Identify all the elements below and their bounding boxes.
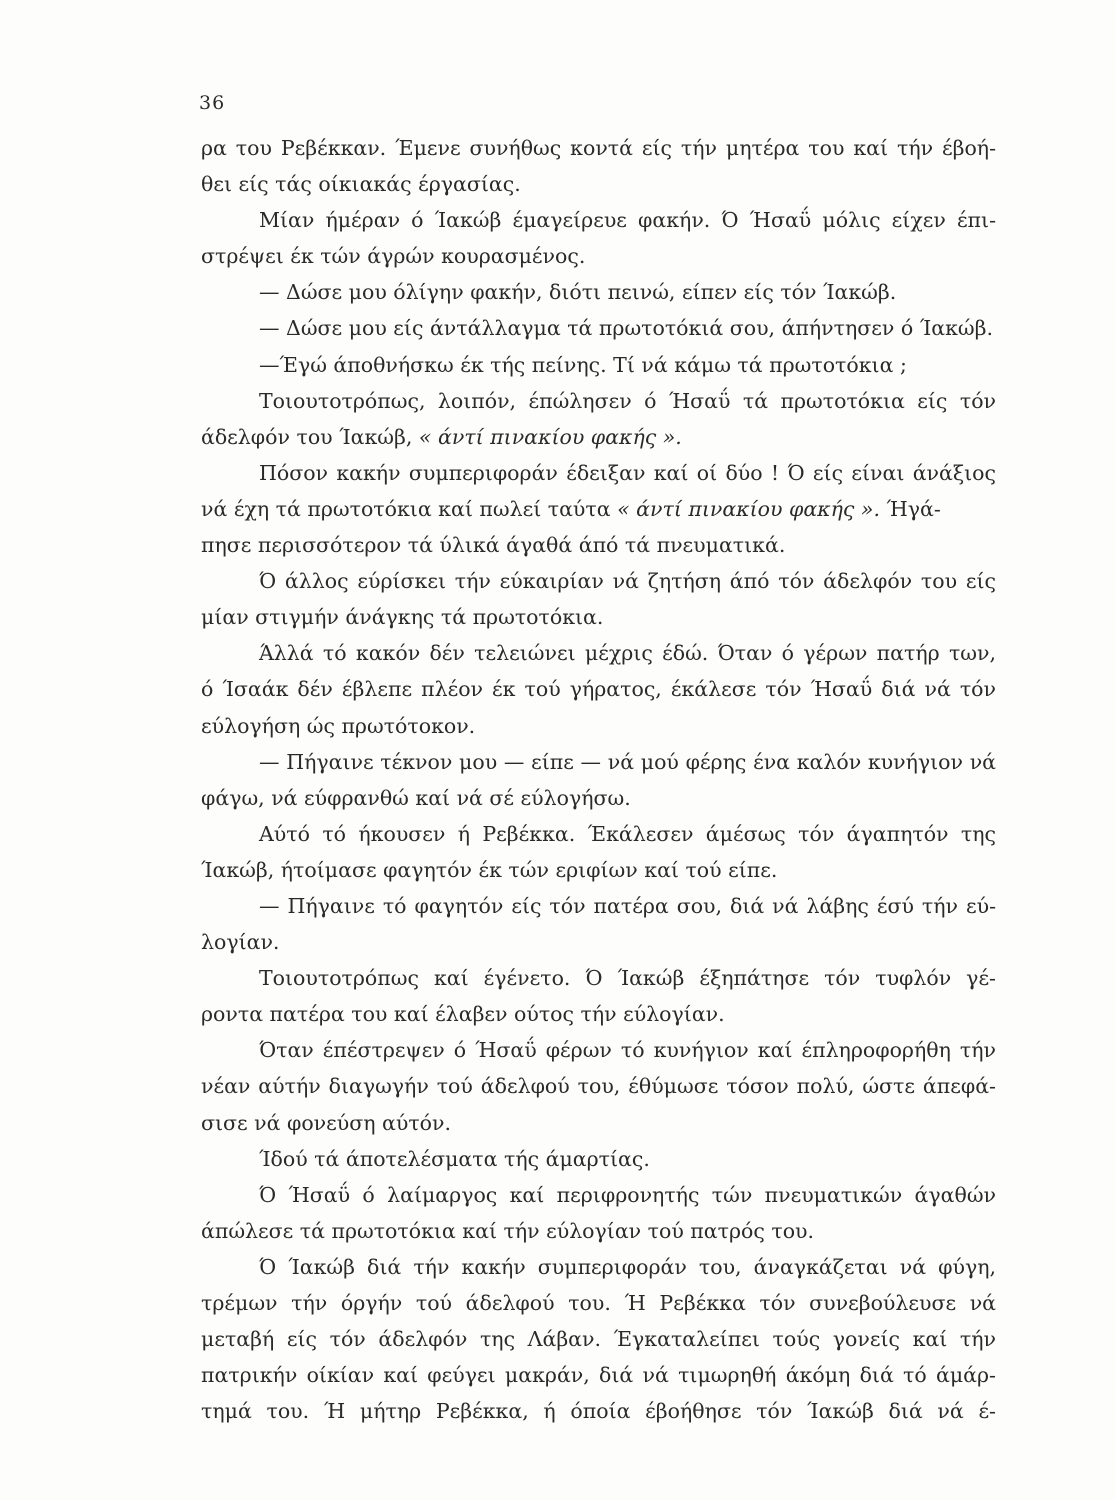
text-line: νέαν αύτήν διαγωγήν τού άδελφού του, έθύμωσε τόσον πολύ, ώστε άπεφά-	[201, 1074, 996, 1099]
text-line	[201, 419, 996, 455]
text-line: Μίαν ήμέραν ό Ίακώβ έμαγείρευε φακήν. Ό Ήσαΰ μόλις είχεν έπι-	[259, 208, 996, 233]
text-line: πατρικήν οίκίαν καί φεύγει μακράν, διά νά τιμωρηθή άκόμη διά τό άμάρ-	[201, 1363, 996, 1388]
text-line: λογίαν.	[201, 930, 280, 955]
text-line: άπώλεσε τά πρωτοτόκια καί τήν εύλογίαν τού πατρός του.	[201, 1218, 815, 1243]
text-line: Ίδού τά άποτελέσματα τής άμαρτίας.	[259, 1146, 650, 1171]
text-line: Ό Ήσαΰ ό λαίμαργος καί περιφρονητής τών πνευματικών άγαθών	[259, 1182, 996, 1207]
text-line: φάγω, νά εύφρανθώ καί νά σέ εύλογήσω.	[201, 785, 631, 810]
text-line: — Δώσε μου όλίγην φακήν, διότι πεινώ, είπεν είς τόν Ίακώβ.	[259, 280, 897, 305]
text-line: ό Ίσαάκ δέν έβλεπε πλέον έκ τού γήρατος, έκάλεσε τόν Ήσαΰ διά νά τόν	[201, 677, 996, 702]
text-line: Ό άλλος εύρίσκει τήν εύκαιρίαν νά ζητήση άπό τόν άδελφόν του είς	[259, 569, 996, 594]
text-line: Αύτό τό ήκουσεν ή Ρεβέκκα. Έκάλεσεν άμέσως τόν άγαπητόν της	[259, 821, 996, 846]
text-line: ροντα πατέρα του καί έλαβεν ούτος τήν εύλογίαν.	[201, 1002, 725, 1027]
text-line: — Δώσε μου είς άντάλλαγμα τά πρωτοτόκιά σου, άπήντησεν ό Ίακώβ.	[259, 316, 993, 341]
text-line: μίαν στιγμήν άνάγκης τά πρωτοτόκια.	[201, 605, 604, 630]
quote-italic: « άντί πινακίου φακής ».	[418, 424, 682, 449]
text-line: μεταβή είς τόν άδελφόν της Λάβαν. Έγκαταλείπει τούς γονείς καί τήν	[201, 1327, 996, 1352]
text-line: θει είς τάς οίκιακάς έργασίας.	[201, 172, 521, 197]
text-line: πησε περισσότερον τά ύλικά άγαθά άπό τά πνευματικά.	[201, 533, 786, 558]
text-line: Ό Ίακώβ διά τήν κακήν συμπεριφοράν του, άναγκάζεται νά φύγη,	[259, 1254, 996, 1279]
text-segment: Ήγά-	[879, 496, 941, 521]
text-line: Τοιουτοτρόπως καί έγένετο. Ό Ίακώβ έξηπάτησε τόν τυφλόν γέ-	[259, 966, 996, 991]
text-line: Ίακώβ, ήτοίμασε φαγητόν έκ τών εριφίων καί τού είπε.	[201, 857, 778, 882]
text-segment: νά έχη τά πρωτοτόκια καί πωλεί ταύτα	[201, 496, 618, 521]
text-line: —Έγώ άποθνήσκω έκ τής πείνης. Τί νά κάμω τά πρωτοτόκια ;	[259, 352, 907, 377]
text-line: Όταν έπέστρεψεν ό Ήσαΰ φέρων τό κυνήγιον καί έπληροφορήθη τήν	[259, 1038, 996, 1063]
quote-italic: « άντί πινακίου φακής ».	[617, 496, 880, 521]
body-text	[201, 130, 996, 1429]
text-segment: άδελφόν του Ίακώβ,	[201, 424, 419, 449]
text-line: Τοιουτοτρόπως, λοιπόν, έπώλησεν ό Ήσαΰ τά πρωτοτόκια είς τόν	[259, 388, 996, 413]
text-line: τημά του. Ή μήτηρ Ρεβέκκα, ή όποία έβοήθησε τόν Ίακώβ διά νά έ-	[201, 1399, 996, 1424]
text-line: Άλλά τό κακόν δέν τελειώνει μέχρις έδώ. Όταν ό γέρων πατήρ των,	[259, 641, 996, 666]
text-line: σισε νά φονεύση αύτόν.	[201, 1110, 451, 1135]
text-line: τρέμων τήν όργήν τού άδελφού του. Ή Ρεβέκκα τόν συνεβούλευσε νά	[201, 1291, 996, 1315]
text-line: Πόσον κακήν συμπεριφοράν έδειξαν καί οί δύο ! Ό είς είναι άνάξιος	[259, 460, 996, 485]
page-number: 36	[199, 92, 226, 114]
text-line: ρα του Ρεβέκκαν. Έμενε συνήθως κοντά είς τήν μητέρα του καί τήν έβοή-	[201, 136, 996, 160]
text-line: εύλογήση ώς πρωτότοκον.	[201, 713, 476, 738]
text-line: — Πήγαινε τέκνον μου — είπε — νά μού φέρης ένα καλόν κυνήγιον νά	[259, 749, 996, 774]
text-line	[201, 491, 996, 527]
text-line: στρέψει έκ τών άγρών κουρασμένος.	[201, 244, 586, 269]
text-line: — Πήγαινε τό φαγητόν είς τόν πατέρα σου, διά νά λάβης έσύ τήν εύ-	[259, 893, 996, 918]
